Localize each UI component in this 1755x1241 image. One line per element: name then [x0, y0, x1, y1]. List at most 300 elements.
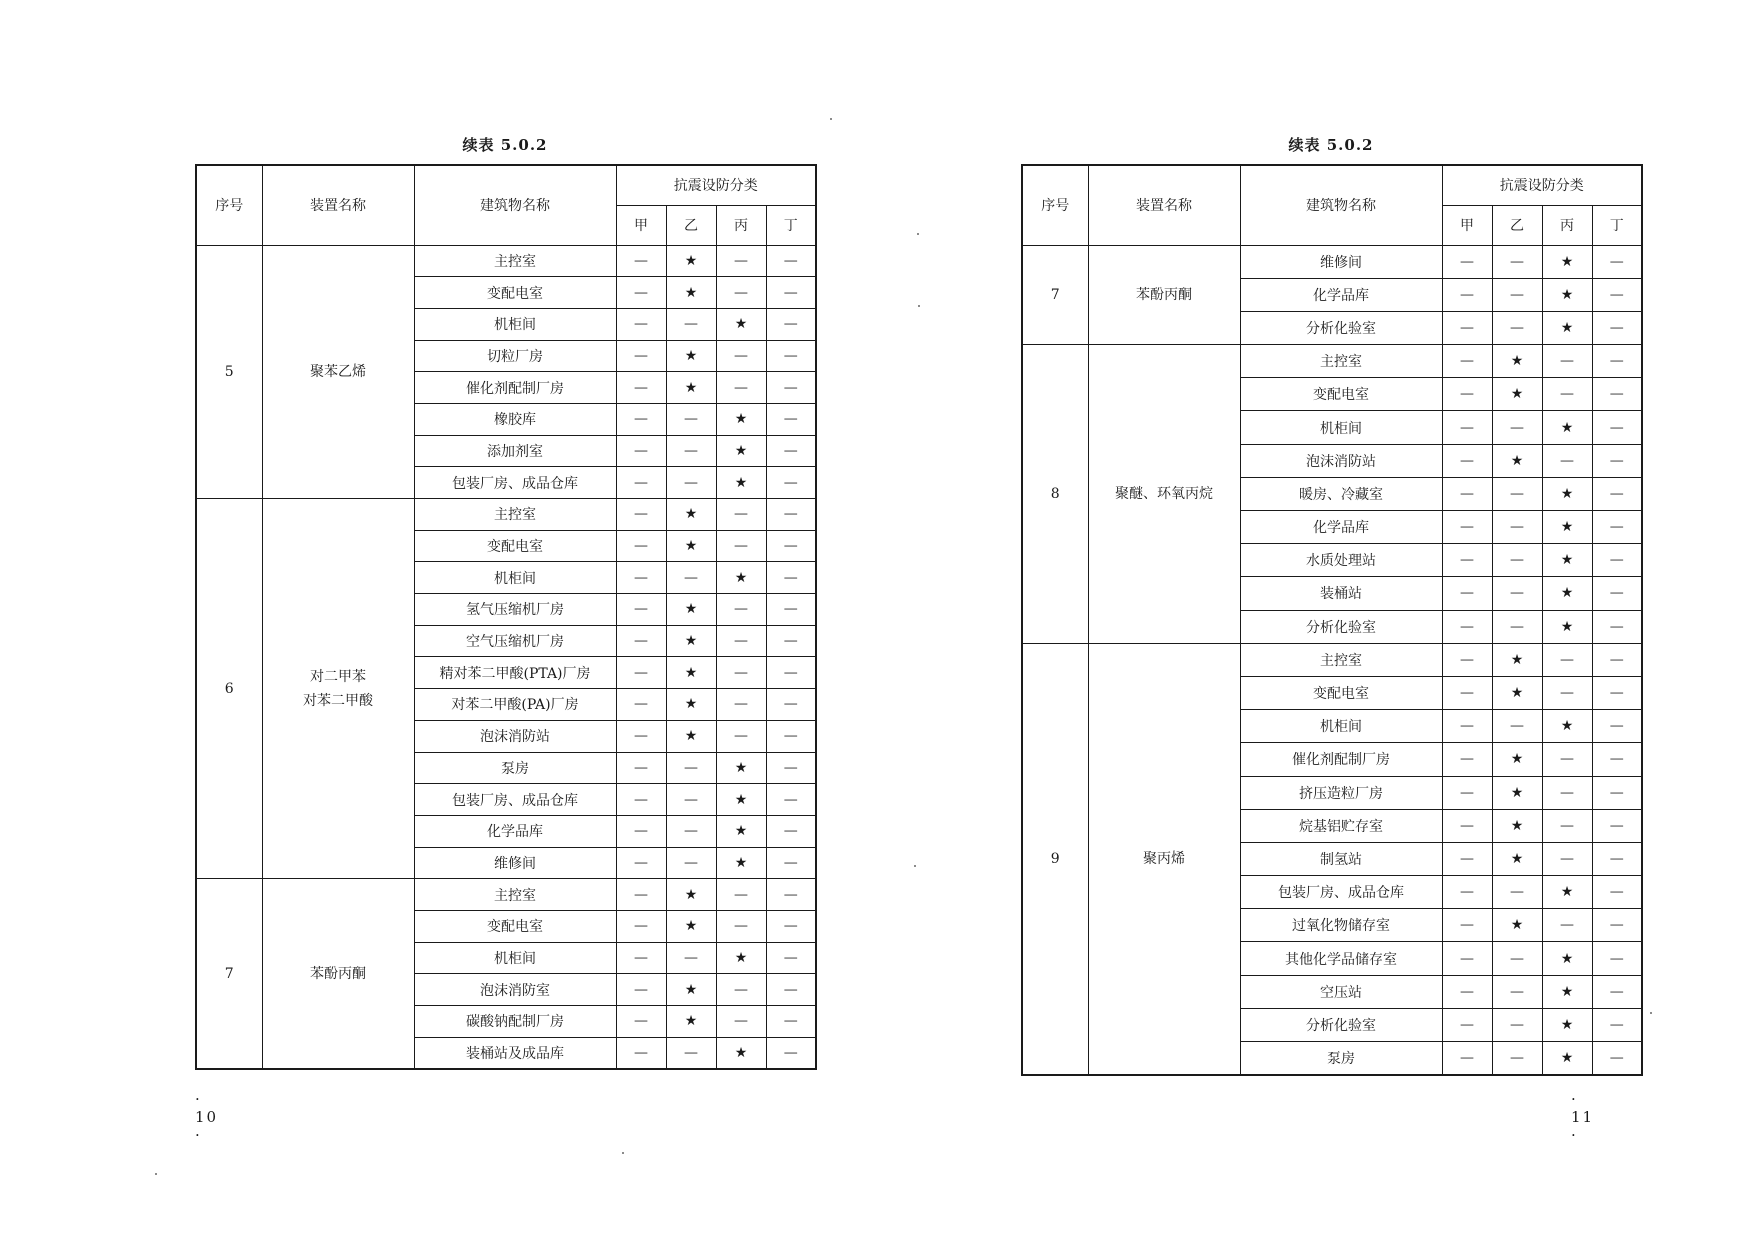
building-name-cell: 暖房、冷藏室 [1240, 477, 1442, 510]
header-class: 乙 [1492, 205, 1542, 245]
dash-mark: — [666, 815, 716, 847]
dash-mark: — [1592, 1008, 1642, 1041]
dash-mark: — [766, 720, 816, 752]
dash-mark: — [716, 657, 766, 689]
dash-mark: — [666, 752, 716, 784]
star-mark: ★ [1542, 876, 1592, 909]
building-name-cell: 变配电室 [1240, 378, 1442, 411]
dash-mark: — [616, 720, 666, 752]
building-name-cell: 化学品库 [414, 815, 616, 847]
star-mark: ★ [1492, 378, 1542, 411]
building-name-cell: 机柜间 [414, 942, 616, 974]
dash-mark: — [1542, 842, 1592, 875]
star-mark: ★ [1542, 278, 1592, 311]
dash-mark: — [766, 403, 816, 435]
dash-mark: — [1442, 345, 1492, 378]
table-row [196, 499, 816, 531]
star-mark: ★ [1542, 311, 1592, 344]
dash-mark: — [1492, 245, 1542, 278]
header-class: 乙 [666, 205, 716, 245]
star-mark: ★ [666, 277, 716, 309]
dash-mark: — [1542, 909, 1592, 942]
dash-mark: — [616, 277, 666, 309]
star-mark: ★ [716, 308, 766, 340]
dash-mark: — [1592, 245, 1642, 278]
dash-mark: — [1592, 975, 1642, 1008]
unit-name-line: 苯酚丙酮 [1136, 286, 1192, 303]
dash-mark: — [1592, 311, 1642, 344]
building-name-cell: 维修间 [1240, 245, 1442, 278]
header-unit: 装置名称 [1088, 165, 1240, 245]
star-mark: ★ [1542, 544, 1592, 577]
building-name-cell: 装桶站及成品库 [414, 1037, 616, 1069]
star-mark: ★ [666, 499, 716, 531]
dash-mark: — [616, 562, 666, 594]
dash-mark: — [766, 657, 816, 689]
dash-mark: — [616, 847, 666, 879]
dash-mark: — [1442, 1042, 1492, 1075]
dash-mark: — [1592, 710, 1642, 743]
unit-name-line: 聚苯乙烯 [310, 363, 366, 380]
dash-mark: — [1542, 676, 1592, 709]
building-name-cell: 泡沫消防站 [414, 720, 616, 752]
dash-mark: — [1442, 278, 1492, 311]
dash-mark: — [766, 974, 816, 1006]
star-mark: ★ [666, 879, 716, 911]
dash-mark: — [1492, 876, 1542, 909]
building-name-cell: 包装厂房、成品仓库 [414, 784, 616, 816]
dash-mark: — [666, 435, 716, 467]
dash-mark: — [666, 942, 716, 974]
dash-mark: — [716, 372, 766, 404]
dash-mark: — [1442, 809, 1492, 842]
dash-mark: — [766, 625, 816, 657]
building-name-cell: 装桶站 [1240, 577, 1442, 610]
table-row [196, 879, 816, 911]
seq-cell: 8 [1022, 345, 1088, 644]
star-mark: ★ [716, 815, 766, 847]
building-name-cell: 过氧化物储存室 [1240, 909, 1442, 942]
star-mark: ★ [1492, 909, 1542, 942]
dash-mark: — [766, 784, 816, 816]
building-name-cell: 泡沫消防室 [414, 974, 616, 1006]
dash-mark: — [1492, 942, 1542, 975]
dash-mark: — [1442, 909, 1492, 942]
scan-speck [914, 865, 916, 867]
building-name-cell: 主控室 [1240, 643, 1442, 676]
building-name-cell: 碳酸钠配制厂房 [414, 1006, 616, 1038]
dash-mark: — [616, 879, 666, 911]
header-building: 建筑物名称 [414, 165, 616, 245]
star-mark: ★ [716, 403, 766, 435]
building-name-cell: 烷基铝贮存室 [1240, 809, 1442, 842]
dash-mark: — [1492, 1042, 1542, 1075]
dash-mark: — [1492, 411, 1542, 444]
dash-mark: — [716, 625, 766, 657]
dash-mark: — [1492, 278, 1542, 311]
dash-mark: — [716, 1006, 766, 1038]
dash-mark: — [1542, 809, 1592, 842]
unit-name-line: 聚醚、环氧丙烷 [1115, 485, 1213, 502]
dash-mark: — [766, 277, 816, 309]
dash-mark: — [1442, 577, 1492, 610]
dash-mark: — [1592, 378, 1642, 411]
building-name-cell: 维修间 [414, 847, 616, 879]
dash-mark: — [666, 1037, 716, 1069]
dash-mark: — [616, 625, 666, 657]
header-unit: 装置名称 [262, 165, 414, 245]
star-mark: ★ [716, 752, 766, 784]
building-name-cell: 分析化验室 [1240, 311, 1442, 344]
dash-mark: — [616, 530, 666, 562]
building-name-cell: 分析化验室 [1240, 1008, 1442, 1041]
dash-mark: — [616, 403, 666, 435]
building-name-cell: 主控室 [414, 499, 616, 531]
dash-mark: — [616, 1037, 666, 1069]
dash-mark: — [616, 435, 666, 467]
dash-mark: — [666, 403, 716, 435]
table-row [1022, 345, 1642, 378]
unit-name-line: 对二甲苯 [310, 668, 366, 685]
dash-mark: — [1592, 743, 1642, 776]
star-mark: ★ [716, 467, 766, 499]
building-name-cell: 机柜间 [1240, 710, 1442, 743]
dash-mark: — [1492, 544, 1542, 577]
dash-mark: — [1492, 975, 1542, 1008]
star-mark: ★ [716, 562, 766, 594]
dash-mark: — [1542, 444, 1592, 477]
seq-cell: 7 [196, 879, 262, 1069]
dash-mark: — [1542, 378, 1592, 411]
building-name-cell: 水质处理站 [1240, 544, 1442, 577]
star-mark: ★ [1492, 776, 1542, 809]
building-name-cell: 泵房 [414, 752, 616, 784]
seq-cell: 9 [1022, 643, 1088, 1074]
dash-mark: — [766, 942, 816, 974]
dash-mark: — [666, 467, 716, 499]
dash-mark: — [1442, 743, 1492, 776]
building-name-cell: 包装厂房、成品仓库 [414, 467, 616, 499]
dash-mark: — [1492, 477, 1542, 510]
star-mark: ★ [666, 974, 716, 1006]
dash-mark: — [616, 372, 666, 404]
star-mark: ★ [1492, 809, 1542, 842]
dash-mark: — [1442, 477, 1492, 510]
dash-mark: — [1592, 876, 1642, 909]
dash-mark: — [1592, 776, 1642, 809]
building-name-cell: 精对苯二甲酸(PTA)厂房 [414, 657, 616, 689]
dash-mark: — [766, 879, 816, 911]
dash-mark: — [616, 594, 666, 626]
dash-mark: — [1542, 345, 1592, 378]
scan-speck [830, 118, 832, 120]
classification-table [195, 164, 817, 1070]
header-seq: 序号 [196, 165, 262, 245]
unit-name-cell [262, 245, 414, 499]
building-name-cell: 制氢站 [1240, 842, 1442, 875]
star-mark: ★ [716, 942, 766, 974]
star-mark: ★ [666, 245, 716, 277]
header-building: 建筑物名称 [1240, 165, 1442, 245]
dash-mark: — [1442, 776, 1492, 809]
star-mark: ★ [666, 720, 716, 752]
header-class: 丁 [766, 205, 816, 245]
star-mark: ★ [1492, 444, 1542, 477]
dash-mark: — [766, 308, 816, 340]
building-name-cell: 机柜间 [414, 562, 616, 594]
dash-mark: — [1442, 245, 1492, 278]
star-mark: ★ [666, 340, 716, 372]
dash-mark: — [716, 499, 766, 531]
seq-cell: 7 [1022, 245, 1088, 345]
star-mark: ★ [1542, 477, 1592, 510]
building-name-cell: 泡沫消防站 [1240, 444, 1442, 477]
dash-mark: — [766, 752, 816, 784]
dash-mark: — [1442, 942, 1492, 975]
star-mark: ★ [1542, 511, 1592, 544]
dash-mark: — [716, 879, 766, 911]
dash-mark: — [1592, 842, 1642, 875]
scan-speck [155, 1173, 157, 1175]
building-name-cell: 对苯二甲酸(PA)厂房 [414, 689, 616, 721]
dash-mark: — [1592, 444, 1642, 477]
star-mark: ★ [1492, 345, 1542, 378]
dash-mark: — [1492, 577, 1542, 610]
star-mark: ★ [666, 372, 716, 404]
header-class: 丁 [1592, 205, 1642, 245]
star-mark: ★ [1542, 411, 1592, 444]
building-name-cell: 变配电室 [1240, 676, 1442, 709]
star-mark: ★ [1492, 676, 1542, 709]
header-row [1022, 165, 1642, 205]
dash-mark: — [616, 942, 666, 974]
dash-mark: — [1592, 909, 1642, 942]
dash-mark: — [1592, 411, 1642, 444]
star-mark: ★ [1542, 975, 1592, 1008]
dash-mark: — [616, 657, 666, 689]
dash-mark: — [1592, 1042, 1642, 1075]
scan-speck [917, 233, 919, 235]
dash-mark: — [1442, 444, 1492, 477]
header-class: 丙 [1542, 205, 1592, 245]
dash-mark: — [1592, 643, 1642, 676]
star-mark: ★ [716, 847, 766, 879]
dash-mark: — [766, 245, 816, 277]
dash-mark: — [1592, 577, 1642, 610]
header-class: 甲 [1442, 205, 1492, 245]
star-mark: ★ [1542, 1008, 1592, 1041]
header-row [196, 165, 816, 205]
dash-mark: — [666, 308, 716, 340]
building-name-cell: 变配电室 [414, 910, 616, 942]
dash-mark: — [1542, 743, 1592, 776]
header-category: 抗震设防分类 [616, 165, 816, 205]
star-mark: ★ [1542, 245, 1592, 278]
star-mark: ★ [716, 1037, 766, 1069]
seq-cell: 5 [196, 245, 262, 499]
dash-mark: — [1442, 311, 1492, 344]
page-number: · 10 · [195, 1090, 219, 1144]
table-row [1022, 643, 1642, 676]
dash-mark: — [666, 784, 716, 816]
dash-mark: — [616, 815, 666, 847]
star-mark: ★ [716, 784, 766, 816]
dash-mark: — [766, 847, 816, 879]
star-mark: ★ [666, 910, 716, 942]
dash-mark: — [1442, 511, 1492, 544]
dash-mark: — [766, 435, 816, 467]
dash-mark: — [1592, 278, 1642, 311]
building-name-cell: 空气压缩机厂房 [414, 625, 616, 657]
dash-mark: — [1492, 1008, 1542, 1041]
dash-mark: — [716, 689, 766, 721]
dash-mark: — [766, 499, 816, 531]
dash-mark: — [1542, 776, 1592, 809]
unit-name-line: 苯酚丙酮 [310, 965, 366, 982]
dash-mark: — [716, 245, 766, 277]
dash-mark: — [616, 974, 666, 1006]
unit-name-cell [1088, 245, 1240, 345]
unit-name-cell [1088, 345, 1240, 644]
dash-mark: — [766, 815, 816, 847]
dash-mark: — [616, 689, 666, 721]
star-mark: ★ [666, 1006, 716, 1038]
dash-mark: — [716, 720, 766, 752]
dash-mark: — [616, 308, 666, 340]
building-name-cell: 切粒厂房 [414, 340, 616, 372]
building-name-cell: 挤压造粒厂房 [1240, 776, 1442, 809]
dash-mark: — [1492, 511, 1542, 544]
unit-name-line: 聚丙烯 [1143, 850, 1185, 867]
table-row [1022, 245, 1642, 278]
dash-mark: — [1442, 378, 1492, 411]
star-mark: ★ [1542, 1042, 1592, 1075]
dash-mark: — [766, 1006, 816, 1038]
building-name-cell: 橡胶库 [414, 403, 616, 435]
dash-mark: — [1442, 544, 1492, 577]
dash-mark: — [1492, 311, 1542, 344]
dash-mark: — [1442, 676, 1492, 709]
table-row [196, 245, 816, 277]
classification-table [1021, 164, 1643, 1076]
star-mark: ★ [1492, 743, 1542, 776]
building-name-cell: 机柜间 [1240, 411, 1442, 444]
building-name-cell: 泵房 [1240, 1042, 1442, 1075]
dash-mark: — [1442, 876, 1492, 909]
star-mark: ★ [1542, 610, 1592, 643]
dash-mark: — [766, 1037, 816, 1069]
dash-mark: — [616, 467, 666, 499]
building-name-cell: 化学品库 [1240, 511, 1442, 544]
dash-mark: — [766, 340, 816, 372]
scan-speck [622, 1152, 624, 1154]
building-name-cell: 催化剂配制厂房 [1240, 743, 1442, 776]
star-mark: ★ [666, 689, 716, 721]
dash-mark: — [766, 372, 816, 404]
building-name-cell: 机柜间 [414, 308, 616, 340]
dash-mark: — [1592, 942, 1642, 975]
building-name-cell: 主控室 [414, 879, 616, 911]
page-number: · 11 · [1571, 1090, 1595, 1144]
dash-mark: — [666, 562, 716, 594]
dash-mark: — [1592, 511, 1642, 544]
dash-mark: — [616, 784, 666, 816]
star-mark: ★ [716, 435, 766, 467]
dash-mark: — [716, 594, 766, 626]
dash-mark: — [1442, 975, 1492, 1008]
star-mark: ★ [666, 657, 716, 689]
header-category: 抗震设防分类 [1442, 165, 1642, 205]
dash-mark: — [1492, 610, 1542, 643]
building-name-cell: 主控室 [1240, 345, 1442, 378]
building-name-cell: 变配电室 [414, 530, 616, 562]
dash-mark: — [716, 974, 766, 1006]
dash-mark: — [716, 530, 766, 562]
dash-mark: — [1592, 809, 1642, 842]
star-mark: ★ [1542, 710, 1592, 743]
dash-mark: — [766, 594, 816, 626]
dash-mark: — [1442, 643, 1492, 676]
dash-mark: — [716, 277, 766, 309]
unit-name-line: 对苯二甲酸 [303, 692, 373, 709]
building-name-cell: 催化剂配制厂房 [414, 372, 616, 404]
building-name-cell: 变配电室 [414, 277, 616, 309]
dash-mark: — [1592, 477, 1642, 510]
dash-mark: — [716, 910, 766, 942]
header-class: 甲 [616, 205, 666, 245]
building-name-cell: 化学品库 [1240, 278, 1442, 311]
building-name-cell: 包装厂房、成品仓库 [1240, 876, 1442, 909]
dash-mark: — [1592, 544, 1642, 577]
dash-mark: — [1592, 610, 1642, 643]
seq-cell: 6 [196, 499, 262, 879]
building-name-cell: 主控室 [414, 245, 616, 277]
dash-mark: — [766, 910, 816, 942]
dash-mark: — [616, 910, 666, 942]
unit-name-cell [1088, 643, 1240, 1074]
star-mark: ★ [1542, 577, 1592, 610]
building-name-cell: 分析化验室 [1240, 610, 1442, 643]
header-class: 丙 [716, 205, 766, 245]
dash-mark: — [766, 530, 816, 562]
dash-mark: — [766, 467, 816, 499]
dash-mark: — [616, 752, 666, 784]
table-caption: 续表 5.0.2 [462, 136, 548, 154]
dash-mark: — [766, 689, 816, 721]
dash-mark: — [1592, 676, 1642, 709]
scan-speck [1650, 1012, 1652, 1014]
dash-mark: — [1442, 1008, 1492, 1041]
dash-mark: — [666, 847, 716, 879]
building-name-cell: 氢气压缩机厂房 [414, 594, 616, 626]
dash-mark: — [1442, 710, 1492, 743]
star-mark: ★ [1492, 643, 1542, 676]
dash-mark: — [1592, 345, 1642, 378]
dash-mark: — [1442, 610, 1492, 643]
dash-mark: — [616, 245, 666, 277]
building-name-cell: 空压站 [1240, 975, 1442, 1008]
dash-mark: — [616, 1006, 666, 1038]
star-mark: ★ [1492, 842, 1542, 875]
dash-mark: — [616, 499, 666, 531]
dash-mark: — [1442, 842, 1492, 875]
dash-mark: — [1542, 643, 1592, 676]
dash-mark: — [1492, 710, 1542, 743]
building-name-cell: 其他化学品储存室 [1240, 942, 1442, 975]
scan-speck [918, 305, 920, 307]
dash-mark: — [766, 562, 816, 594]
star-mark: ★ [666, 625, 716, 657]
